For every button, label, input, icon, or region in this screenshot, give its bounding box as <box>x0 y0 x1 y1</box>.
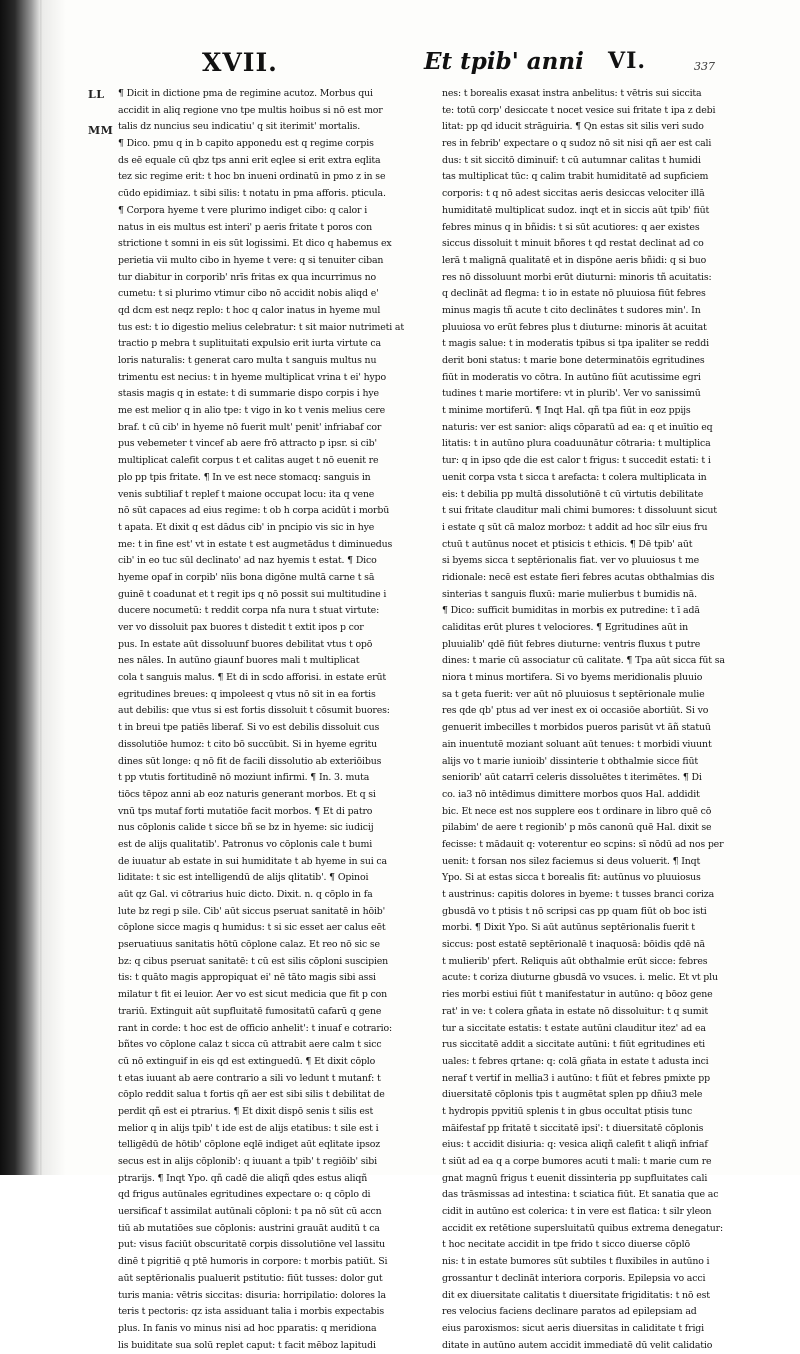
text-line: diuersitatē cōplonis tpis t augmētat splen pp dñiu3 mele <box>442 1089 703 1101</box>
text-line: nus cōplonis calide t sicce bñ se bz in hyeme: sic iudicij <box>118 822 374 834</box>
text-line: tur: q in ipso qde die est calor t frigus: t succedit estati: t i <box>442 455 711 467</box>
text-line: dissolutiōe humoz: t cito bō succūbit. Si in hyeme egritu <box>118 738 378 750</box>
text-line: febres minus q in bñidis: t si sūt acutiores: q aer existes <box>442 221 700 233</box>
text-line: humiditatē multiplicat sudoz. inqt et in siccis aūt tpib' fiūt <box>442 204 710 216</box>
text-line: res in febrib' expectare o q sudoz nō sit nisi qñ aer est cali <box>442 138 712 150</box>
text-line: bic. Et nece est nos supplere eos t ordinare in libro quē cō <box>442 805 712 817</box>
text-line: dines sūt longe: q nō fit de facili dissolutio ab exteriōibus <box>118 755 382 767</box>
text-line: litatis: t in autūno plura coaduunātur cōtraria: t multiplica <box>442 438 711 450</box>
text-line: perdit qñ est ei ptrarius. ¶ Et dixit dispō senis t silis est <box>118 1105 374 1117</box>
text-line: milatur t fit ei leuior. Aer vo est sicut medicia que fit p con <box>118 989 388 1001</box>
text-line: guinē t coadunat et t regit ips q nō possit sui multitudine i <box>118 588 387 600</box>
text-line: uersificaf t assimilat autūnali cōploni: t pa nō sūt cū accn <box>118 1206 382 1218</box>
text-line: ducere nocumetū: t reddit corpa nfa nura t stuat virtute: <box>118 605 380 617</box>
margin-note: MM <box>88 124 114 137</box>
text-line: fiūt in moderatis vo cōtra. In autūno fiūt acutissime egri <box>442 371 701 383</box>
text-line: alijs vo t marie iunioib' dissinterie t obthalmie sicce fiūt <box>442 755 699 767</box>
text-line: qd frigus autūnales egritudines expectare o: q cōplo di <box>118 1189 371 1201</box>
text-line: tus est: t io digestio melius celebratur: t sit maior nutrimeti at <box>118 321 404 333</box>
text-line: cib' in eo tuc sūl declinato' ad naz hyemis t estat. ¶ Dico <box>118 555 377 567</box>
text-line: vnū tps mutaf forti mutatiōe facit morbos. ¶ Et di patro <box>118 805 373 817</box>
text-line: t hydropis ppvitiū splenis t in gbus occultat ptisis tunc <box>442 1105 693 1117</box>
text-line: nō sūt capaces ad eius regime: t ob h corpa acidūt i morbū <box>118 505 390 517</box>
text-line: tis: t quāto magis appropiquat ei' nē tāto magis sibi assi <box>118 972 376 984</box>
text-line: trimentu est necius: t in hyeme multiplicat vrina t ei' hypo <box>118 371 386 383</box>
text-line: t sui fritate clauditur mali chimi bumores: t dissoluunt sicut <box>442 505 717 517</box>
text-line: plo pp tpis fritate. ¶ In ve est nece stomacq: sanguis in <box>118 471 371 483</box>
text-line: natus in eis multus est interi' p aeris fritate t poros con <box>118 221 372 233</box>
text-line: cūdo epidimiaz. t sibi silis: t notatu in pma afforis. pticula. <box>118 188 386 200</box>
text-line: māifestaf pp fritatē t siccitatē ipsi': t diuersitatē cōplonis <box>442 1122 704 1134</box>
text-line: pluuialib' qdē fiūt febres diuturne: ventris fluxus t putre <box>442 638 701 650</box>
text-line: lis buiditate sua solū replet caput: t facit mēboz lapitudi <box>118 1339 376 1351</box>
text-line: rat' in ve: t colera gñata in estate nō dissoluitur: t q sumit <box>442 1005 708 1017</box>
text-line: dus: t sit siccitō diminuif: t cū autumnar calitas t humidi <box>442 154 701 166</box>
text-line: res nō dissoluunt morbi erūt diuturni: minoris tñ acuitatis: <box>442 271 712 283</box>
text-line: acute: t coriza diuturne gbusdā vo vsuces. i. melic. Et vt plu <box>442 972 718 984</box>
text-line: strictione t somni in eis sūt logissimi. Et dico q habemus ex <box>118 238 392 250</box>
text-line: bz: q cibus pseruat sanitatē: t cū est silis cōploni suscipien <box>118 955 389 967</box>
text-line: rant in corde: t hoc est de officio anhelit': t inuaf e cotrario: <box>118 1022 393 1034</box>
text-line: res velocius faciens declinare paratos ad epilepsiam ad <box>442 1306 697 1318</box>
text-line: dines: t marie cū associatur cū calitate. ¶ Tpa aūt sicca fūt sa <box>442 655 725 667</box>
text-line: cōplone sicce magis q humidus: t si sic esset aer calus eēt <box>118 922 386 934</box>
text-line: litat: pp qd iducit strāguiria. ¶ Qn estas sit silis veri sudo <box>442 121 704 133</box>
text-line: ries morbi estiui fiūt t manifestatur in autūno: q bōoz gene <box>442 989 713 1001</box>
text-line: t siūt ad ea q a corpe bumores acuti t mali: t marie cum re <box>442 1156 712 1167</box>
text-line: melior q in alijs tpib' t ide est de alijs etatibus: t sile est i <box>118 1122 379 1134</box>
text-line: t etas iuuant ab aere contrario a sili vo ledunt t mutanf: t <box>118 1072 381 1084</box>
text-line: tiū ab mutatiōes sue cōplonis: austrini grauāt auditū t ca <box>118 1222 380 1234</box>
text-line: de iuuatur ab estate in sui humiditate t ab hyeme in sui ca <box>118 855 387 867</box>
text-line: accidit ex retētione supersluitatū quibus extrema denegatur: <box>442 1222 723 1234</box>
text-line: eius: t accidit disiuria: q: vesica aliqñ calefit t aliqñ infriaf <box>442 1139 708 1151</box>
text-line: braf. t cū cib' in hyeme nō fuerit mult' penit' infriabaf cor <box>118 421 382 433</box>
text-line: derit boni status: t marie bone determinatōis egritudines <box>442 355 705 366</box>
text-line: uenit: t forsan nos silez faciemus si deus voluerit. ¶ Inqt <box>442 855 701 867</box>
text-line: t minime mortiferū. ¶ Inqt Hal. qñ tpa fiūt in eoz ppijs <box>442 405 691 417</box>
text-line: seniorib' aūt catarrī celeris dissoluētes t iterimētes. ¶ Di <box>442 772 702 784</box>
text-line: nis: t in estate bumores sūt subtiles t fluxibiles in autūno i <box>442 1256 710 1268</box>
text-line: egritudines breues: q impoleest q vtus nō sit in ea fortis <box>118 688 376 700</box>
text-line: secus est in alijs cōplonib': q iuuant a tpib' t regiōib' sibi <box>118 1156 377 1167</box>
text-line: t apata. Et dixit q est dādus cib' in pncipio vis sic in hye <box>118 521 375 533</box>
running-head-title: Et tpib' anni <box>424 48 584 75</box>
text-line: tractio p mebra t suplituitati expulsio erit iurta virtute ca <box>118 338 381 350</box>
running-head-left: XVII. <box>202 48 278 77</box>
text-line: teris t pectoris: qz ista assiduant talia i morbis expectabis <box>118 1306 385 1318</box>
text-line: bñtes vo cōplone calaz t sicca cū attrabit aere calm t sicc <box>118 1039 382 1051</box>
text-line: trariū. Extinguit aūt supfluitatē fumositatū cafarū q gene <box>118 1005 382 1017</box>
text-line: ctuū t autūnus nocet et ptisicis t ethicis. ¶ Dē tpib' aūt <box>442 538 693 550</box>
text-line: tudines t marie mortifere: vt in plurib'. Ver vo sanissimū <box>442 388 701 400</box>
text-line: me: t in fine est' vt in estate t est augmetādus t diminuedus <box>118 538 393 550</box>
text-line: Ypo. Si at estas sicca t borealis fit: autūnus vo pluuiosus <box>442 872 701 884</box>
margin-note: LL <box>88 88 105 101</box>
text-line: naturis: ver est sanior: aliqs cōparatū ad ea: q et inuītio eq <box>442 421 713 433</box>
text-line: t in breui tpe patiēs liberaf. Si vo est debilis dissoluit cus <box>118 722 380 734</box>
text-line: me est melior q in alio tpe: t vigo in ko t venis melius cere <box>118 405 386 417</box>
text-line: t pp vtutis fortitudinē nō moziunt infirmi. ¶ In. 3. muta <box>118 772 370 784</box>
text-line: loris naturalis: t generat caro multa t sanguis multus nu <box>118 355 377 366</box>
text-line: fecisse: t mādauit q: voterentur eo scpins: sī nōdū ad nos per <box>442 838 724 850</box>
text-line: cidit in autūno est colerica: t in vere est flatica: t silr yleon <box>442 1206 712 1218</box>
binding-shadow <box>0 0 42 1175</box>
text-line: venis subtiliaf t replef t maione occupat locu: ita q vene <box>118 488 375 500</box>
text-line: stasis magis q in estate: t di summarie dispo corpis i hye <box>118 388 379 400</box>
text-line: tas multiplicat tūc: q calim trabit humiditatē ad supficiem <box>442 171 709 183</box>
text-line: eis: t debilia pp multā dissolutiōnē t cū virtutis debilitate <box>442 488 704 500</box>
text-line: i estate q sūt cā maloz morboz: t addit ad hoc sīlr eius fru <box>442 521 708 533</box>
text-line: morbi. ¶ Dixit Ypo. Si aūt autūnus septērionalis fuerit t <box>442 922 695 934</box>
text-line: multiplicat calefit corpus t et calitas auget t nō euenit re <box>118 455 379 467</box>
text-line: cola t sanguis malus. ¶ Et di in scdo afforisi. in estate erūt <box>118 672 386 684</box>
text-line: pluuiosa vo erūt febres plus t diuturne: minoris āt acuitat <box>442 321 707 333</box>
text-line: siccus: post estatē septērionalē t inaquosā: bōidis qdē nā <box>442 939 705 951</box>
text-line: est de alijs qualitatib'. Patronus vo cōplonis cale t bumi <box>118 838 373 850</box>
text-line: rus siccitatē addit a siccitate autūni: t fiūt egritudines eti <box>442 1039 705 1051</box>
text-line: eius paroxismos: sicut aeris diuersitas in caliditate t frigi <box>442 1322 705 1334</box>
text-line: dinē t pigritiē q ptē humoris in corpore: t morbis patiūt. Si <box>118 1256 388 1268</box>
text-line: uales: t febres qrtane: q: colā gñata in estate t adusta inci <box>442 1055 709 1067</box>
text-line: pus vebemeter t vincef ab aere frō attracto p ipsr. si cib' <box>118 438 377 450</box>
text-line: perietia vii multo cibo in hyeme t vere: q si tenuiter ciban <box>118 254 384 266</box>
text-line: t hoc necitate accidit in tpe frido t sicco diuerse cōplō <box>442 1239 690 1251</box>
text-line: tur a siccitate estatis: t estate autūni clauditur itez' ad ea <box>442 1022 706 1034</box>
text-line: tur diabitur in corporib' nrīs fritas ex qua incurrimus no <box>118 271 377 283</box>
text-line: nes: t borealis exasat instra anbelitus: t vētris sui siccita <box>442 88 702 99</box>
text-line: ain inuentutē moziant soluant aūt tenues: t morbidi viuunt <box>442 738 712 750</box>
text-line: si byems sicca t septērionalis fiat. ver vo pluuiosus t me <box>442 555 700 567</box>
text-line: cū nō extinguif in eis qd est extinguedū. ¶ Et dixit cōplo <box>118 1055 376 1067</box>
text-line: ptrarijs. ¶ Inqt Ypo. qñ cadē die aliqñ qdes estus aliqñ <box>118 1172 368 1184</box>
text-line: pilabim' de aere t regionib' p mōs canonū quē Hal. dixit se <box>442 822 712 834</box>
text-line: minus magis tñ acute t cito declinātes t sudores min'. In <box>442 304 701 316</box>
text-line: pus. In estate aūt dissoluunf buores debilitat vtus t opō <box>118 638 373 650</box>
text-line: talis dz nuncius seu indicatiu' q sit iterimit' mortalis. <box>118 121 361 133</box>
text-line: corporis: t q nō adest siccitas aeris desiccas velociter illā <box>442 188 705 200</box>
text-line: ridionale: necē est estate fieri febres acutas obthalmias dis <box>442 571 715 583</box>
text-line: gnat magnū frigus t euenit dissinteria pp supfluitates cali <box>442 1172 708 1184</box>
text-line: lerā t malignā qualitatē et in dispōne aeris bñidi: q si buo <box>442 254 707 266</box>
text-line: telligēdū de hōtib' cōplone eqlē indiget aūt eqlitate ipsoz <box>118 1139 381 1151</box>
text-line: turis mania: vētris siccitas: disuria: horripilatio: dolores la <box>118 1289 386 1301</box>
text-line: gbusdā vo t ptisis t nō scripsi cas pp quam fiūt ob boc isti <box>442 905 707 917</box>
text-line: t mulierib' pfert. Reliquis aūt obthalmie erūt sicce: febres <box>442 955 708 967</box>
text-line: sa t geta fuerit: ver aūt nō pluuiosus t septērionale mulie <box>442 688 705 700</box>
text-line: t magis salue: t in moderatis tpibus si tpa ipaliter se reddi <box>442 338 709 350</box>
text-line: neraf t vertif in mellia3 i autūno: t fiūt et febres pmixte pp <box>442 1072 710 1084</box>
text-line: cōplo reddit salua t fortis qñ aer est sibi silis t debilitat de <box>118 1089 385 1101</box>
text-line: lute bz regi p sile. Cib' aūt siccus pseruat sanitatē in hōib' <box>118 905 386 917</box>
text-line: q declināt ad flegma: t io in estate nō pluuiosa fiūt febres <box>442 288 706 300</box>
text-line: genuerit imbecilles t morbidos pueros parisūt vt āñ statuū <box>442 722 711 734</box>
text-line: dit ex diuersitate calitatis t diuersitate frigiditatis: t nō est <box>442 1289 710 1301</box>
text-column-right <box>442 86 725 1354</box>
text-line: ¶ Corpora hyeme t vere plurimo indiget cibo: q calor i <box>118 204 368 216</box>
text-line: aūt qz Gal. vi cōtrarius huic dicto. Dixit. n. q cōplo in fa <box>118 889 373 900</box>
text-line: aūt septērionalis pualuerit pstitutio: fiūt tusses: dolor gut <box>118 1272 383 1284</box>
text-line: accidit in aliq regione vno tpe multis hoibus si nō est mor <box>118 104 383 116</box>
text-line: uenit corpa vsta t sicca t arefacta: t colera multiplicata in <box>442 471 707 483</box>
text-line: tez sic regime erit: t hoc bn inueni ordinatū in pmo z in se <box>118 171 386 183</box>
text-line: ¶ Dico. pmu q in b capito apponedu est q regime corpis <box>118 138 374 150</box>
text-line: sinterias t sanguis fluxū: marie mulierbus t bumidis nā. <box>442 588 697 600</box>
text-line: hyeme opaf in corpib' nīis bona digōne multā carne t sā <box>118 571 375 583</box>
text-line: das trāsmissas ad intestina: t sciatica fiūt. Et sanatia que ac <box>442 1189 719 1201</box>
text-line: ds eē equale cū qbz tps anni erit eqlee si erit extra eqlita <box>118 154 381 166</box>
text-line: cumetu: t si plurimo vtimur cibo nō accidit nobis aliqd e' <box>118 288 379 300</box>
text-line: ¶ Dicit in dictione pma de regimine acutoz. Morbus qui <box>118 88 373 99</box>
text-line: grossantur t declināt interiora corporis. Epilepsia vo acci <box>442 1272 706 1284</box>
binding-gradient <box>40 0 66 1175</box>
text-line: niora t minus mortifera. Si vo byems meridionalis pluuio <box>442 672 703 684</box>
running-head-right: VI. <box>608 48 647 74</box>
text-line: caliditas erūt plures t velociores. ¶ Egritudines aūt in <box>442 622 689 633</box>
text-line: ¶ Dico: sufficit bumiditas in morbis ex putredine: t ī adā <box>442 605 700 617</box>
text-line: siccus dissoluit t minuit bñores t qd restat declinat ad co <box>442 238 704 250</box>
text-line: ditate in autūno autem accidit immediatē dū velit calidatio <box>442 1339 713 1351</box>
text-line: pseruatiuus sanitatis hōtū cōplone calaz. Et reo nō sic se <box>118 939 380 951</box>
text-line: te: totū corp' desiccate t nocet vesice sui fritate t ipa z debi <box>442 104 716 116</box>
text-line: res qde qb' ptus ad ver inest ex oi occasiōe abortiūt. Si vo <box>442 705 709 717</box>
text-column-left <box>118 86 404 1354</box>
folio-number: 337 <box>694 60 715 73</box>
text-line: aut debilis: que vtus si est fortis dissoluit t cōsumit buores: <box>118 705 390 717</box>
text-line: ver vo dissoluit pax buores t distedit t extit ipos p cor <box>118 622 364 633</box>
text-line: put: visus faciūt obscuritatē corpis dissolutiōne vel lassitu <box>118 1239 385 1251</box>
text-line: liditate: t sic est intelligendū de alijs qlitatib'. ¶ Opinoi <box>118 872 369 884</box>
text-line: nes nāles. In autūno giaunf buores mali t multiplicat <box>118 655 360 667</box>
text-line: plus. In fanis vo minus nisi ad hoc pparatis: q meridiona <box>118 1322 377 1334</box>
text-line: t austrinus: capitis dolores in byeme: t tusses branci coriza <box>442 889 715 900</box>
text-line: qd dcm est neqz replo: t hoc q calor inatus in hyeme mul <box>118 304 381 316</box>
text-line: tiōcs tēpoz anni ab eoz naturis generant morbos. Et q si <box>118 788 376 800</box>
text-line: co. ia3 nō intēdimus dimittere morbos quos Hal. addidit <box>442 788 700 800</box>
